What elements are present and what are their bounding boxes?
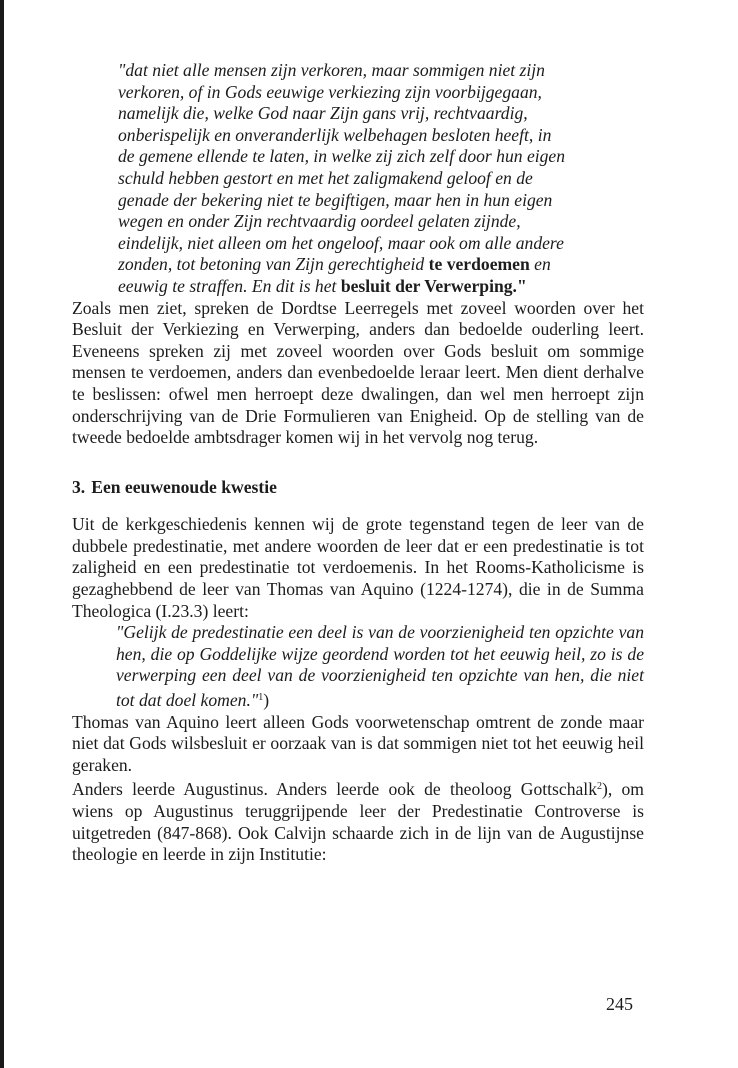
- bold-term-verwerping: besluit der Verwerping.: [340, 275, 517, 296]
- page-number: 245: [606, 994, 633, 1014]
- paragraph-aquinas: Thomas van Aquino leert alleen Gods voorwetenschap omtrent de zonde maar niet dat Gods wilsbesluit er oorzaak van is dat sommigen niet tot het eeuwig heil geraken.: [72, 711, 644, 775]
- paragraph-text: Anders leerde Augustinus. Anders leerde ook de theoloog Gottschalk: [72, 779, 597, 800]
- page-binding-edge: [0, 0, 4, 1068]
- page-body: [72, 60, 644, 866]
- closing-quote-mark: ": [516, 275, 527, 296]
- block-quote-dordt: [118, 60, 644, 298]
- block-quote-aquinas: [116, 622, 644, 711]
- quote-text: "Gelijk de predestinatie een deel is van de voorzienigheid ten opzichte van hen, die op Goddelijke wijze geordend worden tot het eeuwig heil, zo is de verwerping een deel van de voorzienigheid ten opzichte van hen, die niet tot dat doel komen.": [116, 622, 644, 711]
- quote-text: eeuwig te straffen. En dit is het: [118, 275, 341, 296]
- footnote-marker: 2: [597, 781, 602, 793]
- paragraph-augustinus: [72, 776, 644, 865]
- quote-line: [118, 254, 644, 276]
- quote-line: verkoren, of in Gods eeuwige verkiezing zijn voorbijgegaan,: [118, 81, 542, 102]
- section-title: Een eeuwenoude kwestie: [91, 476, 277, 497]
- quote-line: [118, 276, 644, 298]
- quote-line: eindelijk, niet alleen om het ongeloof, maar ook om alle andere: [118, 232, 564, 253]
- footnote-marker: 1: [258, 692, 264, 704]
- quote-line: namelijk die, welke God naar Zijn gans vrij, rechtvaardig,: [118, 103, 528, 124]
- section-number: 3.: [72, 476, 86, 497]
- quote-text: zonden, tot betoning van Zijn gerechtigheid: [118, 254, 429, 275]
- quote-line: genade der bekering niet te begiftigen, maar hen in hun eigen: [118, 189, 553, 210]
- footnote-paren: ): [263, 690, 270, 711]
- quote-text: en: [529, 254, 551, 275]
- paragraph-dordt: Zoals men ziet, spreken de Dordtse Leerregels met zoveel woorden over het Besluit der Verkiezing en Verwerping, anders dan bedoelde ouderling leert. Eveneens spreken zij met zoveel woorden over Gods besluit om sommige mensen te verdoemen, anders dan evenbedoelde leraar leert. Men dient derhalve te beslissen: ofwel men herroept deze dwalingen, dan wel men herroept zijn onderschrijving van de Drie Formulieren van Enigheid. Op de stelling van de tweede bedoelde ambtsdrager komen wij in het vervolg nog terug.: [72, 297, 644, 448]
- quote-line: de gemene ellende te laten, in welke zij zich zelf door hun eigen: [118, 146, 566, 167]
- section-heading: [72, 477, 644, 499]
- quote-line: schuld hebben gestort en met het zaligmakend geloof en de: [118, 167, 533, 188]
- quote-line: wegen en onder Zijn rechtvaardig oordeel gelaten zijnde,: [118, 211, 521, 232]
- bold-term-verdoemen: te verdoemen: [428, 254, 530, 275]
- quote-line: onberispelijk en onveranderlijk welbehagen besloten heeft, in: [118, 124, 552, 145]
- paragraph-text: ), om wiens op Augustinus teruggrijpende leer der Predestinatie Controverse is uitgetreden (847-868). Ook Calvijn schaarde zich in de lijn van de Augustijnse theologie en leerde in zijn Institutie:: [72, 779, 644, 865]
- paragraph-history: Uit de kerkgeschiedenis kennen wij de grote tegenstand tegen de leer van de dubbele predestinatie, met andere woorden de leer dat er een predestinatie is tot zaligheid en een predestinatie tot verdoemenis. In het Rooms-Katholicisme is gezaghebbend de leer van Thomas van Aquino (1224-1274), die in de Summa Theologica (I.23.3) leert:: [72, 514, 644, 621]
- quote-line: "dat niet alle mensen zijn verkoren, maar sommigen niet zijn: [118, 60, 545, 80]
